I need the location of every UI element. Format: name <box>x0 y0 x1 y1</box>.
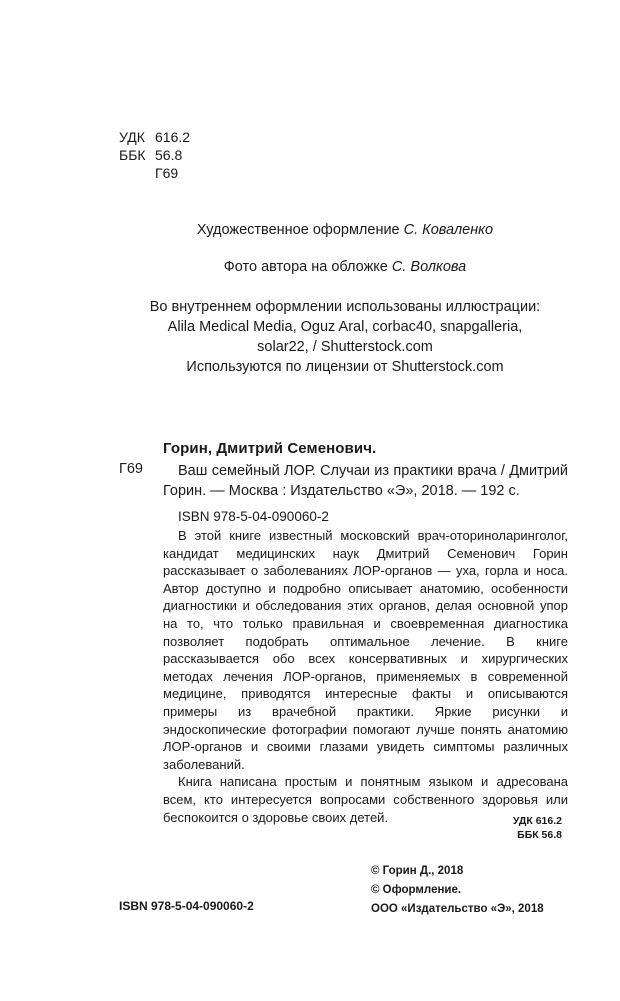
author-mark: Г69 <box>155 165 179 181</box>
isbn-bottom: ISBN 978-5-04-090060-2 <box>119 899 254 913</box>
bbk-label: ББК <box>119 147 146 163</box>
classification-codes <box>119 128 190 182</box>
classification-block <box>513 814 562 842</box>
art-design-name: С. Коваленко <box>403 222 494 238</box>
art-design-credit <box>110 222 580 238</box>
catalog-isbn: ISBN 978-5-04-090060-2 <box>178 509 329 524</box>
abstract-paragraph-1: В этой книге известный московский врач-оториноларинголог, кандидат медицинских наук Дмитрий Семенович Горин рассказывает о заболеваниях ЛОР-органов — уха, горла и носа. Автор доступно и подробно описывает анатомию, особенности диагностики и обследования этих органов, делая основной упор на то, что только правильная и своевременная диагностика позволяет подобрать оптимальное лечение. В книге рассказывается обо всех консервативных и хирургических методах лечения ЛОР-органов, применяемых в современной медицине, приводятся интересные факты и описываются примеры из врачебной практики. Яркие рисунки и эндоскопические фотографии помогают лучше понять анатомию ЛОР-органов и своими глазами увидеть симптомы различных заболеваний. <box>163 528 568 772</box>
illustrations-credit <box>110 297 580 377</box>
photo-credit <box>110 259 580 275</box>
bbk-code: ББК 56.8 <box>517 829 562 841</box>
copyright-design: © Оформление. <box>371 884 462 896</box>
abstract <box>163 527 568 826</box>
bbk-value: 56.8 <box>155 147 183 163</box>
photo-name: С. Волкова <box>391 259 467 275</box>
copyright-author: © Горин Д., 2018 <box>371 865 464 877</box>
illustrations-line-3: solar22, / Shutterstock.com <box>257 339 433 355</box>
abstract-paragraph-2: Книга написана простым и понятным языком и адресована всем, кто интересуется вопросами собственного здоровья или беспокоится о здоровье своих детей. <box>163 774 568 825</box>
udk-value: 616.2 <box>155 129 191 145</box>
copyright-publisher: ООО «Издательство «Э», 2018 <box>371 903 544 915</box>
art-design-prefix: Художественное оформление <box>196 222 400 238</box>
photo-prefix: Фото автора на обложке <box>223 259 388 275</box>
udk-code: УДК 616.2 <box>512 815 562 827</box>
catalog-title: Ваш семейный ЛОР. Случаи из практики врача / Дмитрий Горин. — Москва : Издательство «Э», 2018. — 192 с. <box>163 463 568 499</box>
catalog-mark: Г69 <box>119 461 143 477</box>
illustrations-line-4: Используются по лицензии от Shutterstock.com <box>186 359 504 375</box>
catalog-author: Горин, Дмитрий Семенович. <box>163 440 377 457</box>
copyright-block <box>371 862 544 919</box>
udk-label: УДК <box>119 129 145 145</box>
illustrations-line-1: Во внутреннем оформлении использованы иллюстрации: <box>149 299 541 315</box>
illustrations-line-2: Alila Medical Media, Oguz Aral, corbac40, snapgalleria, <box>167 319 523 335</box>
